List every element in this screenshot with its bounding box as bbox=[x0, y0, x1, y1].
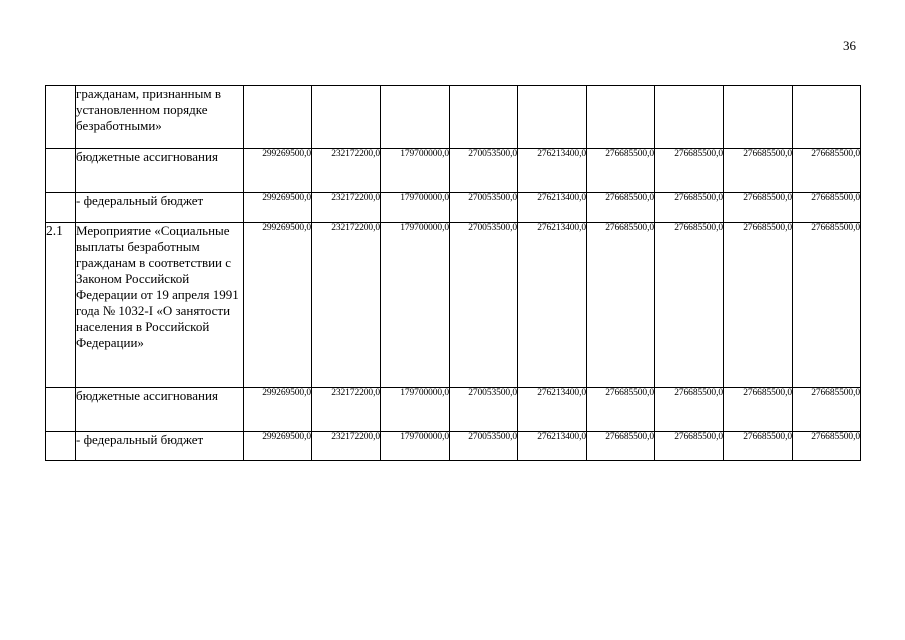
value-cell: 276685500,0 bbox=[587, 388, 655, 432]
row-name-cell: Мероприятие «Социальные выплаты безработным гражданам в соответствии с Законом Российской Федерации от 19 апреля 1991 года № 1032-I «О занятости населения в Российской Федерации» bbox=[76, 223, 244, 388]
table-row bbox=[46, 86, 861, 149]
table-row bbox=[46, 432, 861, 461]
value-cell: 179700000,0 bbox=[381, 388, 450, 432]
page-number: 36 bbox=[843, 38, 856, 53]
value-cell bbox=[793, 86, 861, 149]
value-cell bbox=[724, 86, 793, 149]
value-cell: 276685500,0 bbox=[793, 388, 861, 432]
value-cell bbox=[381, 86, 450, 149]
value-cell: 276213400,0 bbox=[518, 193, 587, 223]
value-cell: 232172200,0 bbox=[312, 193, 381, 223]
value-cell: 299269500,0 bbox=[244, 432, 312, 461]
row-name-cell: бюджетные ассигнования bbox=[76, 388, 244, 432]
value-cell: 276685500,0 bbox=[655, 193, 724, 223]
value-cell: 270053500,0 bbox=[450, 388, 518, 432]
value-cell: 276685500,0 bbox=[724, 193, 793, 223]
row-number-cell bbox=[46, 193, 76, 223]
row-name-cell: - федеральный бюджет bbox=[76, 193, 244, 223]
value-cell: 276685500,0 bbox=[655, 223, 724, 388]
row-number-cell bbox=[46, 388, 76, 432]
value-cell: 276213400,0 bbox=[518, 149, 587, 193]
row-name-cell: бюджетные ассигнования bbox=[76, 149, 244, 193]
table-row bbox=[46, 388, 861, 432]
value-cell: 276685500,0 bbox=[655, 149, 724, 193]
value-cell: 276685500,0 bbox=[587, 223, 655, 388]
value-cell: 276213400,0 bbox=[518, 432, 587, 461]
table-row bbox=[46, 149, 861, 193]
row-name-cell: гражданам, признанным в установленном порядке безработными» bbox=[76, 86, 244, 149]
value-cell: 179700000,0 bbox=[381, 223, 450, 388]
row-name-cell: - федеральный бюджет bbox=[76, 432, 244, 461]
table-row bbox=[46, 223, 861, 388]
value-cell: 276685500,0 bbox=[793, 432, 861, 461]
value-cell: 276685500,0 bbox=[793, 193, 861, 223]
value-cell: 276213400,0 bbox=[518, 388, 587, 432]
value-cell: 299269500,0 bbox=[244, 149, 312, 193]
row-number-cell bbox=[46, 432, 76, 461]
value-cell: 179700000,0 bbox=[381, 149, 450, 193]
table-row bbox=[46, 193, 861, 223]
value-cell bbox=[655, 86, 724, 149]
value-cell: 276685500,0 bbox=[587, 193, 655, 223]
value-cell: 276685500,0 bbox=[724, 223, 793, 388]
value-cell bbox=[450, 86, 518, 149]
value-cell: 276213400,0 bbox=[518, 223, 587, 388]
value-cell: 276685500,0 bbox=[793, 149, 861, 193]
value-cell bbox=[312, 86, 381, 149]
value-cell: 276685500,0 bbox=[793, 223, 861, 388]
value-cell: 276685500,0 bbox=[724, 432, 793, 461]
value-cell: 270053500,0 bbox=[450, 149, 518, 193]
value-cell: 270053500,0 bbox=[450, 193, 518, 223]
value-cell: 179700000,0 bbox=[381, 193, 450, 223]
row-number-cell bbox=[46, 86, 76, 149]
value-cell: 232172200,0 bbox=[312, 388, 381, 432]
value-cell: 299269500,0 bbox=[244, 223, 312, 388]
row-number-cell: 2.1 bbox=[46, 223, 76, 388]
value-cell: 276685500,0 bbox=[587, 149, 655, 193]
value-cell bbox=[587, 86, 655, 149]
value-cell: 276685500,0 bbox=[655, 388, 724, 432]
value-cell: 299269500,0 bbox=[244, 193, 312, 223]
value-cell: 232172200,0 bbox=[312, 432, 381, 461]
value-cell: 232172200,0 bbox=[312, 223, 381, 388]
value-cell: 276685500,0 bbox=[655, 432, 724, 461]
row-number-cell bbox=[46, 149, 76, 193]
value-cell bbox=[518, 86, 587, 149]
value-cell: 232172200,0 bbox=[312, 149, 381, 193]
value-cell: 276685500,0 bbox=[587, 432, 655, 461]
value-cell: 299269500,0 bbox=[244, 388, 312, 432]
value-cell: 270053500,0 bbox=[450, 432, 518, 461]
value-cell: 179700000,0 bbox=[381, 432, 450, 461]
value-cell: 276685500,0 bbox=[724, 388, 793, 432]
budget-table bbox=[45, 85, 861, 461]
value-cell bbox=[244, 86, 312, 149]
value-cell: 276685500,0 bbox=[724, 149, 793, 193]
value-cell: 270053500,0 bbox=[450, 223, 518, 388]
